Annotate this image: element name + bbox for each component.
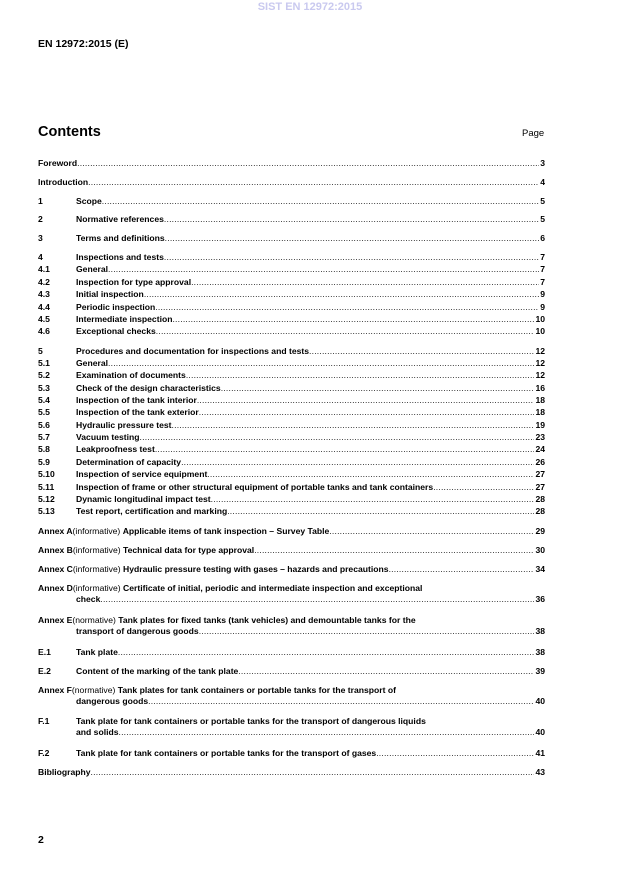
annex-label: Annex E — [38, 615, 73, 625]
section-title[interactable]: Tank plate — [76, 647, 118, 657]
toc-entry-line — [38, 564, 545, 575]
section-title[interactable]: Exceptional checks — [76, 326, 156, 336]
toc-entry[interactable] — [38, 583, 545, 605]
toc-entry[interactable] — [38, 326, 545, 337]
toc-entry-line — [38, 594, 545, 605]
page-ref[interactable]: 12 — [535, 358, 545, 368]
section-title[interactable]: Tank plate for tank containers or portable tanks for the transport of gases — [76, 748, 377, 758]
toc-entry-line — [38, 647, 545, 658]
section-title[interactable]: Tank plates for tank containers or portable tanks for the transport of — [117, 685, 396, 695]
toc-entry[interactable] — [38, 277, 545, 288]
section-title[interactable]: General — [76, 264, 109, 274]
dot-leader — [211, 494, 535, 505]
section-number: 1 — [38, 196, 43, 206]
dot-leader — [148, 696, 534, 707]
toc-entry-line — [38, 370, 545, 381]
section-number: 5.5 — [38, 407, 50, 417]
dot-leader — [156, 326, 535, 337]
section-title[interactable]: Initial inspection — [76, 289, 144, 299]
toc-entry[interactable] — [38, 748, 545, 759]
section-title[interactable]: Tank plate for tank containers or portable tanks for the transport of dangerous liquids — [76, 716, 426, 726]
dot-leader — [186, 370, 535, 381]
section-number: 5.7 — [38, 432, 50, 442]
dot-leader — [227, 506, 534, 517]
page-ref[interactable]: 4 — [540, 177, 545, 187]
dot-leader — [164, 252, 539, 263]
toc-entry-line — [38, 666, 545, 677]
section-title[interactable]: Scope — [76, 196, 102, 206]
toc-entry-line — [38, 748, 545, 759]
dot-leader — [77, 158, 539, 169]
toc-entry-line — [38, 626, 545, 637]
dot-leader — [91, 767, 535, 778]
section-number: 4.3 — [38, 289, 50, 299]
page-ref[interactable]: 30 — [535, 545, 545, 555]
dot-leader — [207, 469, 534, 480]
toc-entry-line — [38, 196, 545, 207]
dot-leader — [433, 482, 534, 493]
dot-leader — [197, 395, 535, 406]
section-number: 4 — [38, 252, 43, 262]
dot-leader — [144, 289, 539, 300]
section-title[interactable]: Inspections and tests — [76, 252, 164, 262]
page-ref[interactable]: 28 — [535, 506, 545, 516]
section-number: 4.4 — [38, 302, 50, 312]
toc-entry-line — [38, 494, 545, 505]
toc-entry[interactable] — [38, 196, 545, 207]
dot-leader — [172, 314, 534, 325]
page-ref[interactable]: 5 — [540, 196, 545, 206]
toc-entry[interactable] — [38, 358, 545, 369]
dot-leader — [172, 420, 535, 431]
dot-leader — [118, 647, 535, 658]
page-ref[interactable]: 7 — [540, 277, 545, 287]
dot-leader — [254, 545, 534, 556]
page-ref[interactable]: 18 — [535, 407, 545, 417]
page-ref[interactable]: 3 — [540, 158, 545, 168]
section-number: 5.10 — [38, 469, 55, 479]
page-ref[interactable]: 26 — [535, 457, 545, 467]
toc-entry-line — [38, 545, 545, 556]
toc-entry-line — [38, 716, 545, 727]
page-ref[interactable]: 43 — [535, 767, 545, 777]
section-number: 4.2 — [38, 277, 50, 287]
page-ref[interactable]: 16 — [535, 383, 545, 393]
toc-entry-line — [38, 444, 545, 455]
section-title[interactable]: check — [76, 594, 101, 604]
annex-type: (informative) — [72, 564, 121, 574]
section-title[interactable]: Content of the marking of the tank plate — [76, 666, 239, 676]
toc-entry[interactable] — [38, 615, 545, 637]
section-title[interactable]: Vacuum testing — [76, 432, 140, 442]
dot-leader — [119, 727, 535, 738]
section-title[interactable]: Inspection of the tank interior — [76, 395, 197, 405]
toc-entry-line — [38, 346, 545, 357]
dot-leader — [221, 383, 535, 394]
page-ref[interactable]: 10 — [535, 314, 545, 324]
page-ref[interactable]: 29 — [535, 526, 545, 536]
section-number: 5.8 — [38, 444, 50, 454]
toc-entry-line — [38, 177, 545, 188]
section-number: 5.11 — [38, 482, 55, 492]
section-number: 5.2 — [38, 370, 50, 380]
section-number: 5.6 — [38, 420, 50, 430]
page-ref[interactable]: 9 — [540, 302, 545, 312]
page-ref[interactable]: 12 — [535, 370, 545, 380]
toc-entry-line — [38, 727, 545, 738]
document-id: EN 12972:2015 (E) — [38, 38, 129, 50]
section-number: 4.1 — [38, 264, 50, 274]
page-ref[interactable]: 24 — [535, 444, 545, 454]
dot-leader — [100, 594, 534, 605]
section-title[interactable]: and solids — [76, 727, 119, 737]
toc-entry[interactable] — [38, 177, 545, 188]
dot-leader — [88, 177, 539, 188]
toc-entry[interactable] — [38, 564, 545, 575]
section-title[interactable]: Hydraulic pressure test — [76, 420, 172, 430]
toc-entry-line — [38, 457, 545, 468]
annex-label: Annex C — [38, 564, 73, 574]
section-title[interactable]: Dynamic longitudinal impact test — [76, 494, 211, 504]
toc-entry-line — [38, 326, 545, 337]
toc-entry-line — [38, 289, 545, 300]
dot-leader — [238, 666, 534, 677]
section-title[interactable]: Inspection of service equipment — [76, 469, 208, 479]
toc-entry-line — [38, 214, 545, 225]
dot-leader — [329, 526, 534, 537]
dot-leader — [199, 407, 535, 418]
section-number: 4.6 — [38, 326, 50, 336]
toc-entry[interactable] — [38, 252, 545, 263]
section-title[interactable]: Check of the design characteristics — [76, 383, 221, 393]
toc-entry[interactable] — [38, 506, 545, 517]
toc-entry-line — [38, 302, 545, 313]
section-title[interactable]: Certificate of initial, periodic and intermediate inspection and exceptional — [123, 583, 423, 593]
toc-entry[interactable] — [38, 158, 545, 169]
section-title[interactable]: Intermediate inspection — [76, 314, 173, 324]
section-title[interactable]: Tank plates for fixed tanks (tank vehicles) and demountable tanks for the — [118, 615, 416, 625]
section-number: 5 — [38, 346, 43, 356]
toc-entry-line — [38, 395, 545, 406]
section-number: 4.5 — [38, 314, 50, 324]
toc-entry[interactable] — [38, 457, 545, 468]
toc-entry[interactable] — [38, 444, 545, 455]
section-title[interactable]: Test report, certification and marking — [76, 506, 228, 516]
section-title[interactable]: Technical data for type approval — [123, 545, 255, 555]
page-ref[interactable]: 34 — [535, 564, 545, 574]
page-ref[interactable]: 41 — [535, 748, 545, 758]
toc-entry-line — [38, 158, 545, 169]
dot-leader — [181, 457, 534, 468]
annex-label: Annex F — [38, 685, 72, 695]
toc-entry[interactable] — [38, 526, 545, 537]
toc-entry[interactable] — [38, 407, 545, 418]
section-title[interactable]: Hydraulic pressure testing with gases – hazards and precautions — [123, 564, 389, 574]
section-number: 2 — [38, 214, 43, 224]
annex-type: (normative) — [71, 685, 116, 695]
toc-entry[interactable] — [38, 545, 545, 556]
page-ref[interactable]: 40 — [535, 696, 545, 706]
toc-entry[interactable] — [38, 716, 545, 738]
page-ref[interactable]: 12 — [535, 346, 545, 356]
toc-entry-line — [38, 615, 545, 626]
section-number: 5.3 — [38, 383, 50, 393]
page-ref[interactable]: 28 — [535, 494, 545, 504]
page-ref[interactable]: 9 — [540, 289, 545, 299]
dot-leader — [199, 626, 535, 637]
page-ref[interactable]: 18 — [535, 395, 545, 405]
section-title[interactable]: Examination of documents — [76, 370, 186, 380]
page-ref[interactable]: 39 — [535, 666, 545, 676]
dot-leader — [191, 277, 539, 288]
toc-entry-line — [38, 407, 545, 418]
section-title[interactable]: Inspection of frame or other structural equipment of portable tanks and tank containers — [76, 482, 434, 492]
dot-leader — [140, 432, 535, 443]
toc-entry[interactable] — [38, 469, 545, 480]
dot-leader — [155, 302, 539, 313]
toc-entry-line — [38, 383, 545, 394]
page-ref[interactable]: 6 — [540, 233, 545, 243]
section-number: 5.4 — [38, 395, 50, 405]
dot-leader — [108, 264, 539, 275]
toc-entry[interactable] — [38, 214, 545, 225]
section-title[interactable]: Determination of capacity — [76, 457, 182, 467]
page-ref[interactable]: 5 — [540, 214, 545, 224]
toc-entry-line — [38, 469, 545, 480]
annex-type: (normative) — [72, 615, 116, 625]
annex-label: Annex B — [38, 545, 73, 555]
annex-label: Annex A — [38, 526, 73, 536]
page-ref[interactable]: 38 — [535, 647, 545, 657]
toc-entry[interactable] — [38, 420, 545, 431]
section-title[interactable]: Inspection for type approval — [76, 277, 192, 287]
toc-entry-line — [38, 583, 545, 594]
toc-entry-line — [38, 264, 545, 275]
annex-type: (informative) — [72, 583, 121, 593]
toc-entry[interactable] — [38, 685, 545, 707]
toc-entry[interactable] — [38, 767, 545, 778]
section-number: 5.13 — [38, 506, 55, 516]
toc-entry[interactable] — [38, 647, 545, 658]
toc-entry[interactable] — [38, 666, 545, 677]
section-number: 3 — [38, 233, 43, 243]
section-title[interactable]: General — [76, 358, 109, 368]
toc-entry[interactable] — [38, 494, 545, 505]
section-title[interactable]: Terms and definitions — [76, 233, 165, 243]
annex-type: (informative) — [72, 526, 121, 536]
section-title[interactable]: Bibliography — [38, 767, 91, 777]
page-ref[interactable]: 23 — [535, 432, 545, 442]
section-title[interactable]: Leakproofness test — [76, 444, 155, 454]
annex-type: (informative) — [72, 545, 121, 555]
dot-leader — [102, 196, 539, 207]
page-ref[interactable]: 7 — [540, 252, 545, 262]
contents-heading: Contents — [38, 124, 101, 140]
toc-entry[interactable] — [38, 264, 545, 275]
dot-leader — [389, 564, 535, 575]
toc-entry-line — [38, 252, 545, 263]
dot-leader — [164, 214, 539, 225]
dot-leader — [376, 748, 534, 759]
toc-entry-line — [38, 767, 545, 778]
toc-entry[interactable] — [38, 302, 545, 313]
dot-leader — [309, 346, 534, 357]
page-ref[interactable]: 40 — [535, 727, 545, 737]
section-title[interactable]: Periodic inspection — [76, 302, 156, 312]
page-ref[interactable]: 36 — [535, 594, 545, 604]
section-number: E.1 — [38, 647, 51, 657]
page-column-label: Page — [522, 128, 545, 139]
toc-entry[interactable] — [38, 233, 545, 244]
toc-entry[interactable] — [38, 289, 545, 300]
section-title[interactable]: Normative references — [76, 214, 164, 224]
section-number: F.1 — [38, 716, 50, 726]
toc-entry-line — [38, 696, 545, 707]
toc-entry-line — [38, 233, 545, 244]
page-ref[interactable]: 19 — [535, 420, 545, 430]
section-title[interactable]: Foreword — [38, 158, 78, 168]
toc-entry-line — [38, 358, 545, 369]
toc-entry[interactable] — [38, 346, 545, 357]
page-ref[interactable]: 7 — [540, 264, 545, 274]
dot-leader — [155, 444, 535, 455]
page-ref[interactable]: 10 — [535, 326, 545, 336]
watermark: SIST EN 12972:2015 — [257, 1, 363, 13]
section-number: F.2 — [38, 748, 50, 758]
dot-leader — [108, 358, 534, 369]
section-title[interactable]: Inspection of the tank exterior — [76, 407, 199, 417]
toc-entry[interactable] — [38, 383, 545, 394]
section-title[interactable]: Applicable items of tank inspection – Survey Table — [122, 526, 330, 536]
dot-leader — [165, 233, 540, 244]
toc-entry-line — [38, 432, 545, 443]
page-ref[interactable]: 38 — [535, 626, 545, 636]
page-ref[interactable]: 27 — [535, 469, 545, 479]
toc-entry-line — [38, 420, 545, 431]
toc-entry-line — [38, 277, 545, 288]
toc-entry-line — [38, 685, 545, 696]
toc-entry-line — [38, 314, 545, 325]
toc-entry-line — [38, 526, 545, 537]
toc-entry[interactable] — [38, 314, 545, 325]
toc-entry[interactable] — [38, 395, 545, 406]
section-number: 5.1 — [38, 358, 50, 368]
annex-label: Annex D — [38, 583, 73, 593]
section-title[interactable]: transport of dangerous goods — [76, 626, 199, 636]
page-number: 2 — [38, 834, 44, 846]
toc-entry[interactable] — [38, 370, 545, 381]
section-title[interactable]: Introduction — [38, 177, 89, 187]
section-title[interactable]: Procedures and documentation for inspections and tests — [76, 346, 310, 356]
toc-entry[interactable] — [38, 482, 545, 493]
section-number: E.2 — [38, 666, 51, 676]
toc-entry-line — [38, 482, 545, 493]
section-number: 5.9 — [38, 457, 50, 467]
section-title[interactable]: dangerous goods — [76, 696, 149, 706]
toc-entry[interactable] — [38, 432, 545, 443]
toc-entry-line — [38, 506, 545, 517]
page-ref[interactable]: 27 — [535, 482, 545, 492]
section-number: 5.12 — [38, 494, 55, 504]
